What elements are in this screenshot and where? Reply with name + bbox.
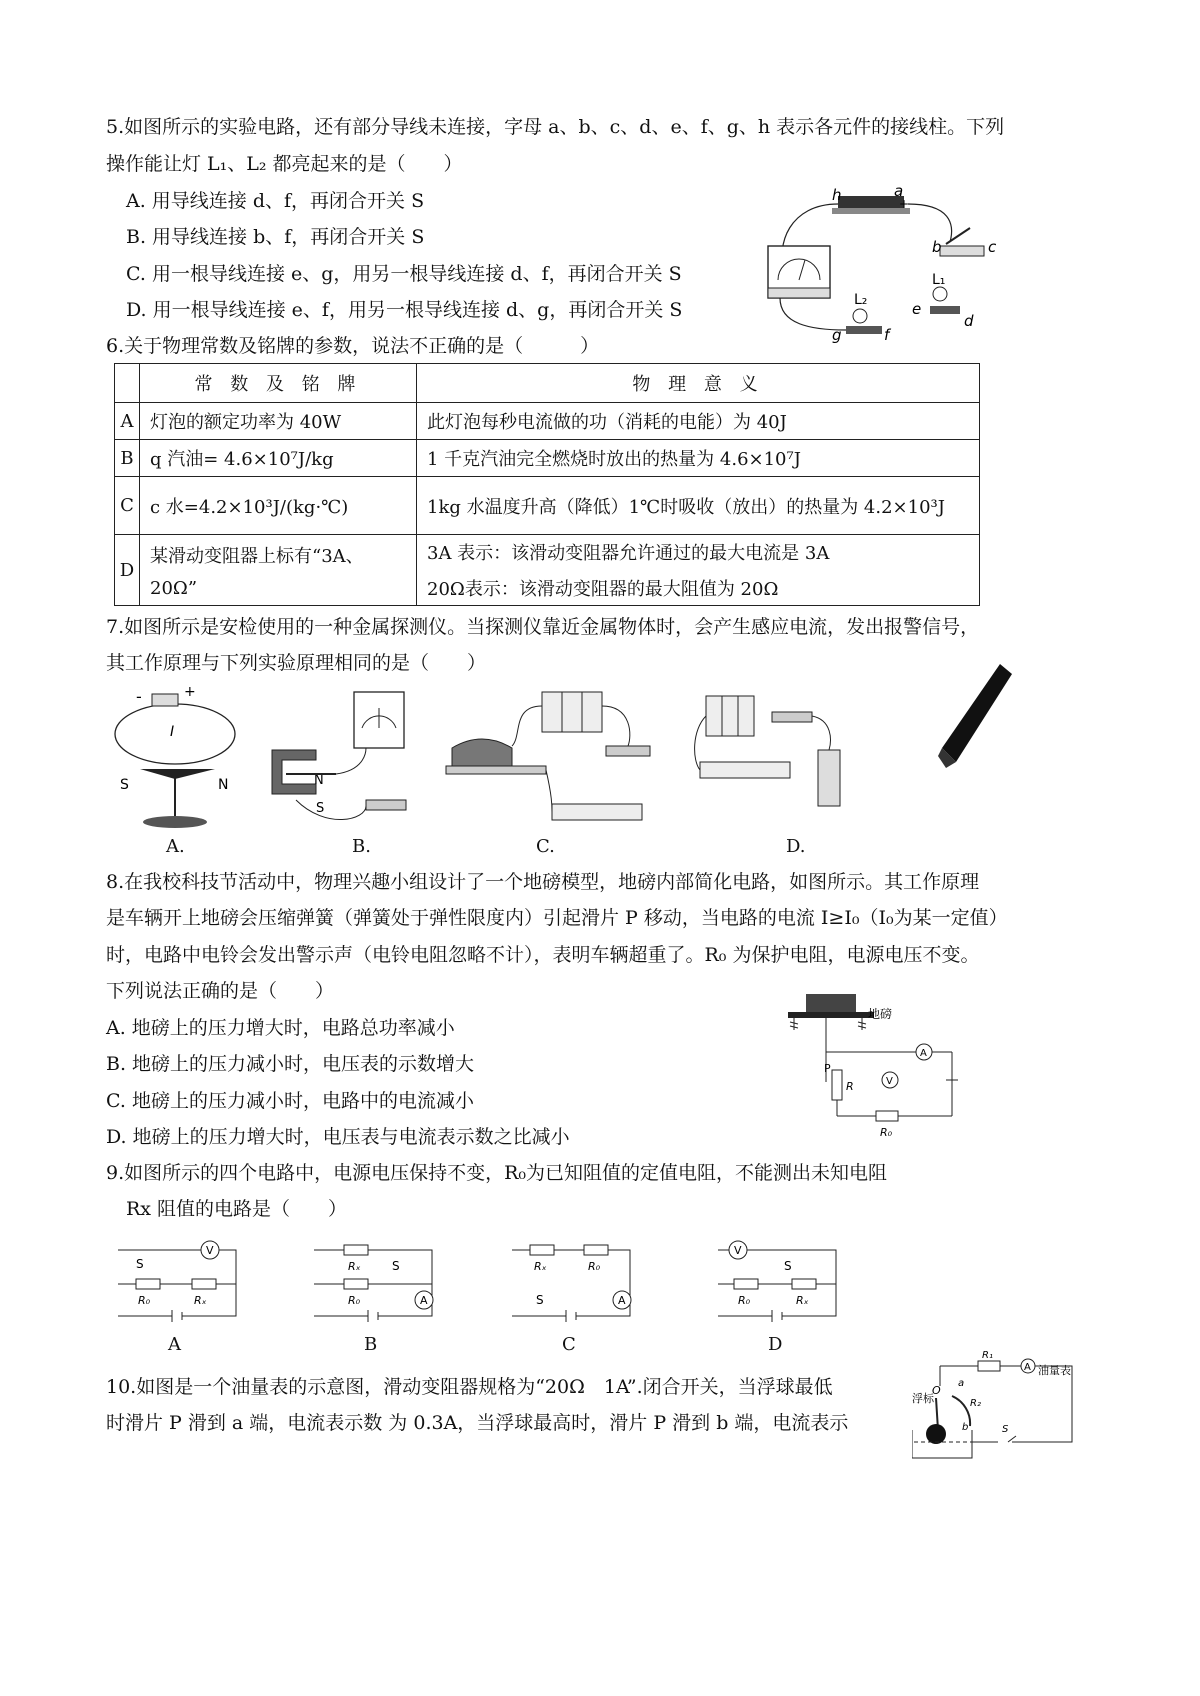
electromagnet xyxy=(452,739,512,766)
rheostat xyxy=(700,762,790,778)
q9-stem-line1: 9.如图所示的四个电路中，电源电压保持不变，R₀为已知阻值的定值电阻，不能测出未知电阻 xyxy=(106,1162,888,1184)
lamp-l2 xyxy=(853,309,867,323)
q9-circuit-b xyxy=(308,1240,438,1324)
label-r2: R₂ xyxy=(970,1398,981,1409)
truck xyxy=(806,994,856,1012)
q9-circuit-a xyxy=(112,1240,242,1324)
label-d: d xyxy=(964,312,974,330)
label-plus: + xyxy=(184,684,196,700)
row-key-a: A xyxy=(115,403,140,440)
switch xyxy=(772,712,812,722)
q8-stem-line4: 下列说法正确的是（ ） xyxy=(106,980,335,1002)
label-rx: Rₓ xyxy=(534,1260,547,1273)
platform xyxy=(788,1012,874,1018)
q5-stem-line2: 操作能让灯 L₁、L₂ 都亮起来的是（ ） xyxy=(106,153,463,175)
q6-stem: 6.关于物理常数及铭牌的参数，说法不正确的是（ ） xyxy=(106,335,600,357)
q8-stem-line2: 是车辆开上地磅会压缩弹簧（弹簧处于弹性限度内）引起滑片 P 移动，当电路的电流 I≥I₀（I₀为某一定值） xyxy=(106,907,1008,929)
label-p: P xyxy=(824,1062,831,1075)
label-oil-meter: 油量表 xyxy=(1038,1364,1071,1377)
row-c-meaning: 1kg 水温度升高（降低）1℃时吸收（放出）的热量为 4.2×10³J xyxy=(417,477,980,535)
q9-stem-line2: Rx 阻值的电路是（ ） xyxy=(126,1198,348,1220)
q6-table xyxy=(114,363,980,606)
label-l1: L₁ xyxy=(932,272,946,288)
resistor-r0 xyxy=(136,1279,160,1289)
compass-needle xyxy=(140,769,215,779)
q9-label-a: A xyxy=(168,1334,181,1355)
q7-label-c: C. xyxy=(536,836,555,857)
label-a: A xyxy=(420,1294,428,1307)
label-a: a xyxy=(894,184,904,200)
label-e: e xyxy=(912,300,922,318)
rheostat xyxy=(552,804,642,820)
label-o: O xyxy=(932,1384,941,1397)
label-b: b xyxy=(962,1422,969,1433)
q8-option-b: B. 地磅上的压力减小时，电压表的示数增大 xyxy=(106,1053,475,1075)
q8-stem-line3: 时，电路中电铃会发出警示声（电铃电阻忽略不计），表明车辆超重了。R₀ 为保护电阻，电源电压不变。 xyxy=(106,944,980,966)
q5-circuit-figure xyxy=(760,184,1000,344)
q5-option-c: C. 用一根导线连接 e、g，用另一根导线连接 d、f，再闭合开关 S xyxy=(126,263,682,285)
q7-stem-line2: 其工作原理与下列实验原理相同的是（ ） xyxy=(106,652,487,674)
q10-stem-line2: 时滑片 P 滑到 a 端，电流表示数 为 0.3A，当浮球最高时，滑片 P 滑到 b 端，电流表示 xyxy=(106,1412,849,1434)
table-header-constant: 常 数 及 铭 牌 xyxy=(140,364,417,403)
label-n: N xyxy=(218,777,229,793)
coil xyxy=(818,750,840,806)
label-r: R xyxy=(846,1080,854,1093)
label-s: S xyxy=(120,777,129,793)
label-f: f xyxy=(884,326,890,344)
q7-figure-b xyxy=(266,690,436,830)
resistor-r0 xyxy=(734,1279,758,1289)
q8-weighbridge-figure xyxy=(776,990,976,1140)
label-rx: Rₓ xyxy=(796,1294,809,1307)
q9-label-d: D xyxy=(768,1334,783,1355)
q7-figure-c xyxy=(442,686,662,836)
resistor-r0 xyxy=(876,1111,898,1121)
resistor-rx xyxy=(344,1245,368,1255)
row-d-constant-line1: 某滑动变阻器上标有“3A、 xyxy=(150,545,364,567)
label-ammeter: A xyxy=(920,1048,927,1059)
float-ball xyxy=(926,1424,946,1444)
label-rx: Rₓ xyxy=(194,1294,207,1307)
q5-option-d: D. 用一根导线连接 e、f，用另一根导线连接 d、g，再闭合开关 S xyxy=(126,299,683,321)
row-key-d: D xyxy=(115,535,140,606)
label-n: N xyxy=(314,773,324,788)
q7-label-b: B. xyxy=(352,836,371,857)
row-b-meaning: 1 千克汽油完全燃烧时放出的热量为 4.6×10⁷J xyxy=(417,440,980,477)
q7-label-a: A. xyxy=(166,836,185,857)
q10-oil-gauge-figure xyxy=(912,1346,1082,1462)
label-s: S xyxy=(136,1257,144,1271)
label-s: S xyxy=(784,1259,792,1273)
q5-option-a: A. 用导线连接 d、f，再闭合开关 S xyxy=(126,190,425,212)
label-current: I xyxy=(170,724,175,740)
q7-label-d: D. xyxy=(786,836,806,857)
row-d-constant-line2: 20Ω” xyxy=(150,577,198,599)
label-dibang: 地磅 xyxy=(868,1007,893,1021)
q8-option-d: D. 地磅上的压力增大时，电压表与电流表示数之比减小 xyxy=(106,1126,570,1148)
label-v: V xyxy=(206,1244,214,1257)
label-r1: R₁ xyxy=(982,1350,993,1361)
label-g: g xyxy=(832,326,842,344)
row-d-meaning xyxy=(417,535,980,606)
label-v: V xyxy=(734,1244,742,1257)
q8-option-c: C. 地磅上的压力减小时，电路中的电流减小 xyxy=(106,1090,474,1112)
table-corner-cell xyxy=(115,364,140,403)
label-c: c xyxy=(988,238,997,256)
label-minus: - xyxy=(136,687,142,706)
q8-option-a: A. 地磅上的压力增大时，电路总功率减小 xyxy=(106,1017,455,1039)
row-d-constant xyxy=(140,535,417,606)
label-a: A xyxy=(618,1294,626,1307)
label-s: S xyxy=(316,801,325,816)
row-key-c: C xyxy=(115,477,140,535)
label-float: 浮标 xyxy=(912,1392,934,1405)
label-r0: R₀ xyxy=(588,1260,601,1273)
label-r0: R₀ xyxy=(880,1126,893,1139)
label-s: S xyxy=(392,1259,400,1273)
battery-cell xyxy=(152,694,178,706)
resistor-r1 xyxy=(978,1361,1000,1371)
q7-figure-d xyxy=(692,690,862,830)
row-key-b: B xyxy=(115,440,140,477)
switch xyxy=(606,746,650,756)
resistor-rx xyxy=(192,1279,216,1289)
label-l2: L₂ xyxy=(854,292,868,308)
detector-body xyxy=(942,664,1012,762)
q7-figure-a xyxy=(100,684,260,834)
label-voltmeter: V xyxy=(886,1076,893,1087)
label-r0: R₀ xyxy=(738,1294,751,1307)
row-d-meaning-line2: 20Ω表示：该滑动变阻器的最大阻值为 20Ω xyxy=(427,579,779,600)
q9-label-b: B xyxy=(364,1334,378,1355)
q9-circuit-d xyxy=(712,1240,842,1324)
label-r0: R₀ xyxy=(138,1294,151,1307)
label-s: S xyxy=(536,1293,544,1307)
row-b-constant: q 汽油= 4.6×10⁷J/kg xyxy=(140,440,417,477)
row-a-meaning: 此灯泡每秒电流做的功（消耗的电能）为 40J xyxy=(417,403,980,440)
q9-circuit-c xyxy=(506,1240,636,1324)
q7-stem-line1: 7.如图所示是安检使用的一种金属探测仪。当探测仪靠近金属物体时，会产生感应电流，发出报警信号， xyxy=(106,616,980,638)
q5-option-b: B. 用导线连接 b、f，再闭合开关 S xyxy=(126,226,425,248)
battery-pack xyxy=(542,692,602,732)
label-plus: + xyxy=(899,197,910,211)
q8-stem-line1: 8.在我校科技节活动中，物理兴趣小组设计了一个地磅模型，地磅内部简化电路，如图所示。其工作原理 xyxy=(106,871,980,893)
label-a: a xyxy=(958,1378,965,1389)
battery-pack xyxy=(706,696,754,736)
label-b: b xyxy=(932,238,942,256)
label-h: h xyxy=(832,186,842,204)
resistor-r0 xyxy=(344,1279,368,1289)
resistor-rx xyxy=(530,1245,554,1255)
row-d-meaning-line1: 3A 表示：该滑动变阻器允许通过的最大电流是 3A xyxy=(427,543,830,564)
label-r0: R₀ xyxy=(348,1294,361,1307)
resistor-rx xyxy=(792,1279,816,1289)
switch xyxy=(366,800,406,810)
u-magnet xyxy=(272,750,316,794)
q9-label-c: C xyxy=(562,1334,576,1355)
row-a-constant: 灯泡的额定功率为 40W xyxy=(140,403,417,440)
q7-metal-detector-image xyxy=(938,660,1018,770)
row-c-constant: c 水=4.2×10³J/(kg·℃) xyxy=(140,477,417,535)
table-header-meaning: 物 理 意 义 xyxy=(417,364,980,403)
rheostat-r xyxy=(832,1070,842,1100)
lamp-l1 xyxy=(933,287,947,301)
label-s: S xyxy=(1002,1424,1009,1435)
label-ammeter: A xyxy=(1024,1362,1031,1373)
label-rx: Rₓ xyxy=(348,1260,361,1273)
q5-stem-line1: 5.如图所示的实验电路，还有部分导线未连接，字母 a、b、c、d、e、f、g、h 表示各元件的接线柱。下列 xyxy=(106,116,1005,138)
switch-base xyxy=(940,246,984,256)
q10-stem-line1: 10.如图是一个油量表的示意图，滑动变阻器规格为“20Ω 1A”.闭合开关，当浮球最低 xyxy=(106,1376,833,1398)
resistor-r0 xyxy=(584,1245,608,1255)
